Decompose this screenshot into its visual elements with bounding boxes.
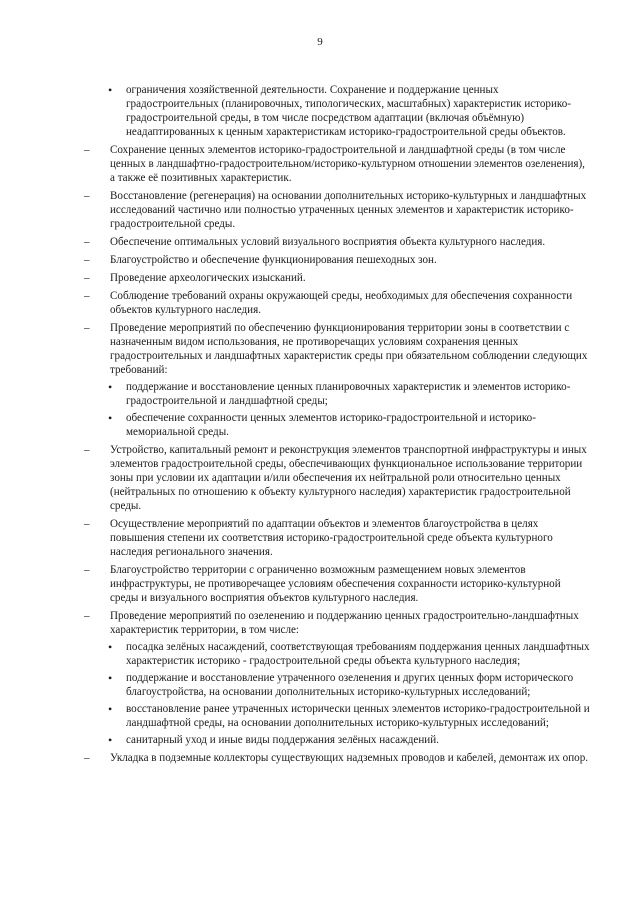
dash-item: – Проведение мероприятий по озеленению и поддержанию ценных градостроительно-ландшафтных характеристик территории, в том числе: bbox=[96, 609, 590, 637]
dash-item: – Обеспечение оптимальных условий визуального восприятия объекта культурного наследия. bbox=[96, 235, 590, 249]
bullet-item: • санитарный уход и иные виды поддержания зелёных насаждений. bbox=[106, 733, 590, 747]
dash-item: – Осуществление мероприятий по адаптации объектов и элементов благоустройства в целях повышения степени их соответствия историко-градостроительной среде объекта культурного наследия регионального значения. bbox=[96, 517, 590, 559]
dash-item: – Благоустройство территории с ограниченно возможным размещением новых элементов инфраструктуры, не противоречащее условиям обеспечения сохранности историко-культурной среды и визуального восприятия объектов культурного наследия. bbox=[96, 563, 590, 605]
page-number: 9 bbox=[317, 36, 323, 48]
dash-item: – Благоустройство и обеспечение функционирования пешеходных зон. bbox=[96, 253, 590, 267]
bullet-item: • поддержание и восстановление ценных планировочных характеристик и элементов историко-градостроительной и ландшафтной среды; bbox=[106, 380, 590, 408]
bullet-item: • восстановление ранее утраченных исторически ценных элементов историко-градостроительной и ландшафтной среды, на основании дополнительных историко-культурных исследований; bbox=[106, 702, 590, 730]
dash-item: – Укладка в подземные коллекторы существующих надземных проводов и кабелей, демонтаж их опор. bbox=[96, 751, 590, 765]
bullet-item: • ограничения хозяйственной деятельности. Сохранение и поддержание ценных градостроительных (планировочных, типологических, масштабных) характеристик историко-градостроительной среды, в том числе посредством адаптации (включая объёмную) неадаптированных к ценным характеристикам историко-градостроительной среды объектов. bbox=[106, 83, 590, 139]
bullet-item: • поддержание и восстановление утраченного озеленения и других ценных форм исторического благоустройства, на основании дополнительных историко-культурных исследований; bbox=[106, 671, 590, 699]
dash-item: – Проведение мероприятий по обеспечению функционирования территории зоны в соответствии с назначенным видом использования, не противоречащих условиям сохранения ценных градостроительных и ландшафтных характеристик среды при обязательном соблюдении следующих требований: bbox=[96, 321, 590, 377]
dash-item: – Соблюдение требований охраны окружающей среды, необходимых для обеспечения сохранности объектов культурного наследия. bbox=[96, 289, 590, 317]
bullet-item: • обеспечение сохранности ценных элементов историко-градостроительной и историко-мемориальной среды. bbox=[106, 411, 590, 439]
dash-item: – Восстановление (регенерация) на основании дополнительных историко-культурных и ландшафтных исследований частично или полностью утраченных ценных элементов и характеристик историко-градостроительной среды. bbox=[96, 189, 590, 231]
dash-item: – Сохранение ценных элементов историко-градостроительной и ландшафтной среды (в том числе ценных в ландшафтно-градостроительном/историко-культурном отношении элементов озеленения), а также её позитивных характеристик. bbox=[96, 143, 590, 185]
bullet-item: • посадка зелёных насаждений, соответствующая требованиям поддержания ценных ландшафтных характеристик историко - градостроительной среды объекта культурного наследия; bbox=[106, 640, 590, 668]
document-body bbox=[96, 80, 590, 765]
dash-item: – Устройство, капитальный ремонт и реконструкция элементов транспортной инфраструктуры и иных элементов градостроительной среды, обеспечивающих функциональное использование территории зоны при условии их адаптации и/или обеспечения их нейтральной роли относительно ценных (нейтральных по отношению к объекту культурного наследия) характеристик градостроительной среды. bbox=[96, 443, 590, 513]
dash-item: – Проведение археологических изысканий. bbox=[96, 271, 590, 285]
